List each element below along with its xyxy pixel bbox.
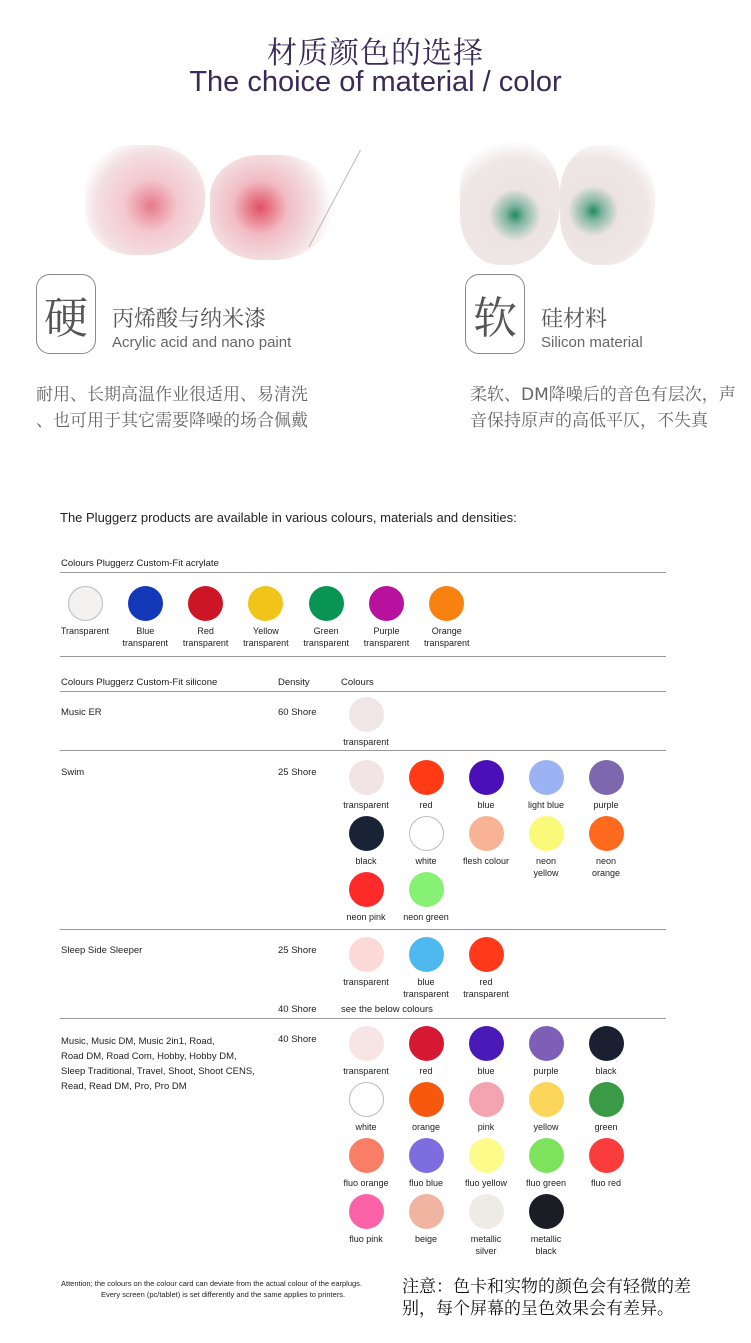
colour-swatch [516,760,576,811]
colour-label-line1: purple [593,800,619,810]
hard-desc-line2: 、也可用于其它需要降噪的场合佩戴 [36,411,308,431]
colour-label [396,1233,456,1245]
colour-swatch [336,816,396,867]
divider [60,750,666,751]
colour-swatch [456,1026,516,1077]
colour-swatch [336,937,396,988]
silicone-heading: Colours Pluggerz Custom-Fit silicone [61,677,218,688]
colour-label [396,976,456,1000]
colour-label [417,625,477,649]
colour-swatch [396,937,456,1000]
colour-label-line1: Purple [373,626,400,636]
silicone-earplug-photo [455,130,660,270]
colour-label-line1: Green [313,626,339,636]
colour-swatch [456,816,516,867]
colour-dot [409,1138,444,1173]
colour-swatch [516,816,576,879]
colour-label-line1: fluo yellow [464,1178,508,1188]
colour-dot [369,586,404,621]
colours-column-header: Colours [341,677,374,688]
colour-label [396,1065,456,1077]
colour-label [516,1121,576,1133]
colour-label-line1: red [419,800,433,810]
colour-dot [309,586,344,621]
colour-dot [589,1026,624,1061]
divider [60,1018,666,1019]
colour-swatch [516,1194,576,1257]
density-column-header: Density [278,677,310,688]
colour-label-line1: blue [477,800,495,810]
colour-label [357,625,417,649]
colour-dot [409,816,444,851]
colour-swatch [516,1138,576,1189]
colour-label-line1: flesh colour [462,856,510,866]
colour-label [576,855,636,879]
colour-swatch [357,586,417,649]
colour-dot [589,1138,624,1173]
soft-desc-line2: 音保持原声的高低平仄，不失真 [470,411,708,431]
colour-label-line1: Orange [431,626,462,636]
density-swim: 25 Shore [278,767,317,778]
hard-desc-line1: 耐用、长期高温作业很适用、易清洗 [36,385,308,405]
colour-label [115,625,175,649]
colour-label-line2: transparent [303,638,349,648]
colour-dot [469,1194,504,1229]
colour-label-line1: Transparent [60,626,110,636]
colour-dot [349,872,384,907]
colour-label-line1: orange [411,1122,441,1132]
colour-swatch [296,586,356,649]
product-name-swim: Swim [61,767,85,778]
colour-label-line1: fluo green [525,1178,567,1188]
colour-swatch [336,1026,396,1077]
colour-label-line1: blue [417,977,435,987]
colour-dot [529,760,564,795]
colour-label [236,625,296,649]
colour-label-line2: transparent [182,638,229,648]
colour-dot [68,586,103,621]
colour-label-line1: white [415,856,437,866]
colour-label [336,1233,396,1245]
colour-label-line1: Yellow [253,626,279,636]
colour-label [396,911,456,923]
product-name-music-group [61,1034,255,1094]
colour-swatch [576,1138,636,1189]
density-sleep-2: 40 Shore [278,1004,317,1015]
colour-dot [469,1082,504,1117]
attention-note [61,1278,362,1300]
colour-label [576,799,636,811]
colour-label-line1: green [594,1122,618,1132]
colour-label [516,1177,576,1189]
colour-dot [409,1194,444,1229]
colour-swatch [336,697,396,748]
colour-label-line1: black [355,856,377,866]
acrylic-earplug-photo [80,135,350,270]
colour-swatch [236,586,296,649]
colour-dot [529,816,564,851]
colour-label-line2: yellow [533,868,559,878]
colour-label [576,1121,636,1133]
colour-swatch [396,1138,456,1189]
colour-dot [429,586,464,621]
colour-dot [349,697,384,732]
colour-label-line2: transparent [363,638,410,648]
colour-swatch [396,760,456,811]
colour-label-line1: neon green [403,912,449,922]
colour-label [456,1121,516,1133]
colour-dot [409,1082,444,1117]
colour-label [576,1177,636,1189]
colour-label [396,1177,456,1189]
colour-dot [349,1194,384,1229]
colour-dot [469,937,504,972]
colour-dot [349,1026,384,1061]
colour-swatch [576,760,636,811]
colour-swatch [417,586,477,649]
colour-label [336,1065,396,1077]
colour-dot [529,1026,564,1061]
page-title-en: The choice of material / color [189,66,562,98]
colour-swatch [176,586,236,649]
colour-label-line1: transparent [343,800,389,810]
colour-label [456,976,516,1000]
colour-swatch [396,1026,456,1077]
product-name-sleep: Sleep Side Sleeper [61,945,143,956]
colour-label [396,1121,456,1133]
colour-label-line2: orange [591,868,621,878]
soft-material-desc [470,382,736,434]
colour-label [456,1177,516,1189]
colour-dot [469,1138,504,1173]
colour-label [176,625,236,649]
colour-swatch [336,1082,396,1133]
colour-swatch [396,1194,456,1245]
colour-dot [409,760,444,795]
colour-dot [349,1082,384,1117]
soft-char-badge: 软 [465,274,525,354]
colour-swatch [456,1194,516,1257]
colour-dot [349,816,384,851]
colour-dot [589,1082,624,1117]
colour-label-line1: transparent [343,977,389,987]
page-title-cn: 材质颜色的选择 [267,36,484,71]
colour-dot [469,816,504,851]
colour-swatch [456,1138,516,1189]
colour-label [336,736,396,748]
colour-dot [529,1138,564,1173]
music-group-line1: Music, Music DM, Music 2in1, Road, [61,1036,215,1047]
density-music-group: 40 Shore [278,1034,317,1045]
colour-swatch [396,872,456,923]
colour-label [336,1121,396,1133]
colour-dot [349,937,384,972]
colour-swatch [516,1026,576,1077]
colour-label-line1: neon [535,856,557,866]
attention-line1: Attention; the colours on the colour card can deviate from the actual colour of the earplugs. [61,1279,363,1288]
colour-dot [188,586,223,621]
colour-dot [409,872,444,907]
colour-label [296,625,356,649]
colour-dot [469,760,504,795]
colour-swatch [396,816,456,867]
hard-material-name-en: Acrylic acid and nano paint [112,334,292,351]
music-group-line4: Read, Read DM, Pro, Pro DM [61,1081,187,1092]
colour-dot [128,586,163,621]
colour-label-line1: beige [414,1234,438,1244]
divider [60,656,666,657]
colour-swatch [396,1082,456,1133]
divider [60,691,666,692]
colour-label [516,1233,576,1257]
colour-dot [349,1138,384,1173]
product-name-music-er: Music ER [61,707,102,718]
colour-label-line1: fluo pink [349,1234,383,1244]
colour-swatch [456,937,516,1000]
colour-swatch [516,1082,576,1133]
attention-line2: Every screen (pc/tablet) is set differently and the same applies to printers. [101,1290,346,1299]
divider [60,929,666,930]
divider [60,572,666,573]
colour-swatch [336,760,396,811]
colour-label [55,625,115,637]
colour-note-cn [402,1276,742,1320]
colour-swatch [576,816,636,879]
density-music-er: 60 Shore [278,707,317,718]
colour-label [456,1065,516,1077]
colour-label [456,799,516,811]
colour-label [336,976,396,988]
colour-dot [529,1194,564,1229]
colour-label-line1: pink [477,1122,495,1132]
colour-label-line1: neon pink [346,912,386,922]
colour-label [516,855,576,879]
colour-label-line1: purple [533,1066,559,1076]
sleep-see-below-note: see the below colours [341,1004,433,1015]
colour-swatch [576,1026,636,1077]
colour-dot [529,1082,564,1117]
colour-label-line2: silver [475,1246,497,1256]
colour-dot [469,1026,504,1061]
colour-label-line1: fluo blue [408,1178,444,1188]
colour-label-line1: fluo orange [343,1178,389,1188]
colour-dot [589,816,624,851]
colour-label [396,799,456,811]
hard-material-desc [36,382,308,434]
music-group-line2: Road DM, Road Com, Hobby, Hobby DM, [61,1051,237,1062]
colour-label-line2: transparent [403,989,449,999]
colour-swatch [336,872,396,923]
colour-label-line1: transparent [343,737,389,747]
soft-material-name-cn: 硅材料 [541,307,608,332]
colour-label-line1: red [479,977,493,987]
colour-label-line2: transparent [463,989,509,999]
colour-label [396,855,456,867]
colour-label-line2: transparent [243,638,289,648]
music-group-line3: Sleep Traditional, Travel, Shoot, Shoot CENS, [61,1066,255,1077]
colour-label-line1: fluo red [590,1178,622,1188]
colour-dot [409,1026,444,1061]
colour-swatch [456,760,516,811]
colour-label-line1: Blue [136,626,155,636]
colour-label-line1: red [419,1066,433,1076]
colour-swatch [456,1082,516,1133]
colour-label [516,799,576,811]
colour-dot [349,760,384,795]
colour-label [456,1233,516,1257]
colour-label-line2: black [535,1246,557,1256]
density-sleep: 25 Shore [278,945,317,956]
colour-swatch [336,1138,396,1189]
colour-dot [409,937,444,972]
colour-label-line2: transparent [122,638,169,648]
colour-label [336,1177,396,1189]
colour-swatch [336,1194,396,1245]
colour-label-line1: Red [197,626,214,636]
colour-swatch [55,586,115,637]
colour-swatch [115,586,175,649]
colour-label-line1: black [595,1066,617,1076]
hard-char-badge: 硬 [36,274,96,354]
colour-label [576,1065,636,1077]
colour-swatch [576,1082,636,1133]
colour-label-line1: blue [477,1066,495,1076]
colour-dot [248,586,283,621]
colour-label-line2: transparent [424,638,470,648]
colour-note-line1: 注意：色卡和实物的颜色会有轻微的差 [402,1277,691,1297]
colour-label [336,799,396,811]
colour-note-line2: 别，每个屏幕的呈色效果会有差异。 [402,1299,674,1319]
colour-label-line1: neon [595,856,617,866]
soft-material-name-en: Silicon material [541,334,643,351]
colours-intro: The Pluggerz products are available in various colours, materials and densities: [60,510,517,525]
colour-dot [589,760,624,795]
colour-label-line1: metallic [530,1234,562,1244]
colour-label-line1: light blue [527,800,565,810]
soft-desc-line1: 柔软、DM降噪后的音色有层次，声 [470,385,736,405]
colour-label [336,911,396,923]
colour-label [336,855,396,867]
acrylate-heading: Colours Pluggerz Custom-Fit acrylate [61,558,219,569]
colour-label [456,855,516,867]
colour-label-line1: transparent [343,1066,389,1076]
colour-label-line1: metallic [470,1234,502,1244]
colour-label-line1: white [355,1122,377,1132]
hard-material-name-cn: 丙烯酸与纳米漆 [112,307,267,332]
colour-label [516,1065,576,1077]
colour-label-line1: yellow [533,1122,559,1132]
